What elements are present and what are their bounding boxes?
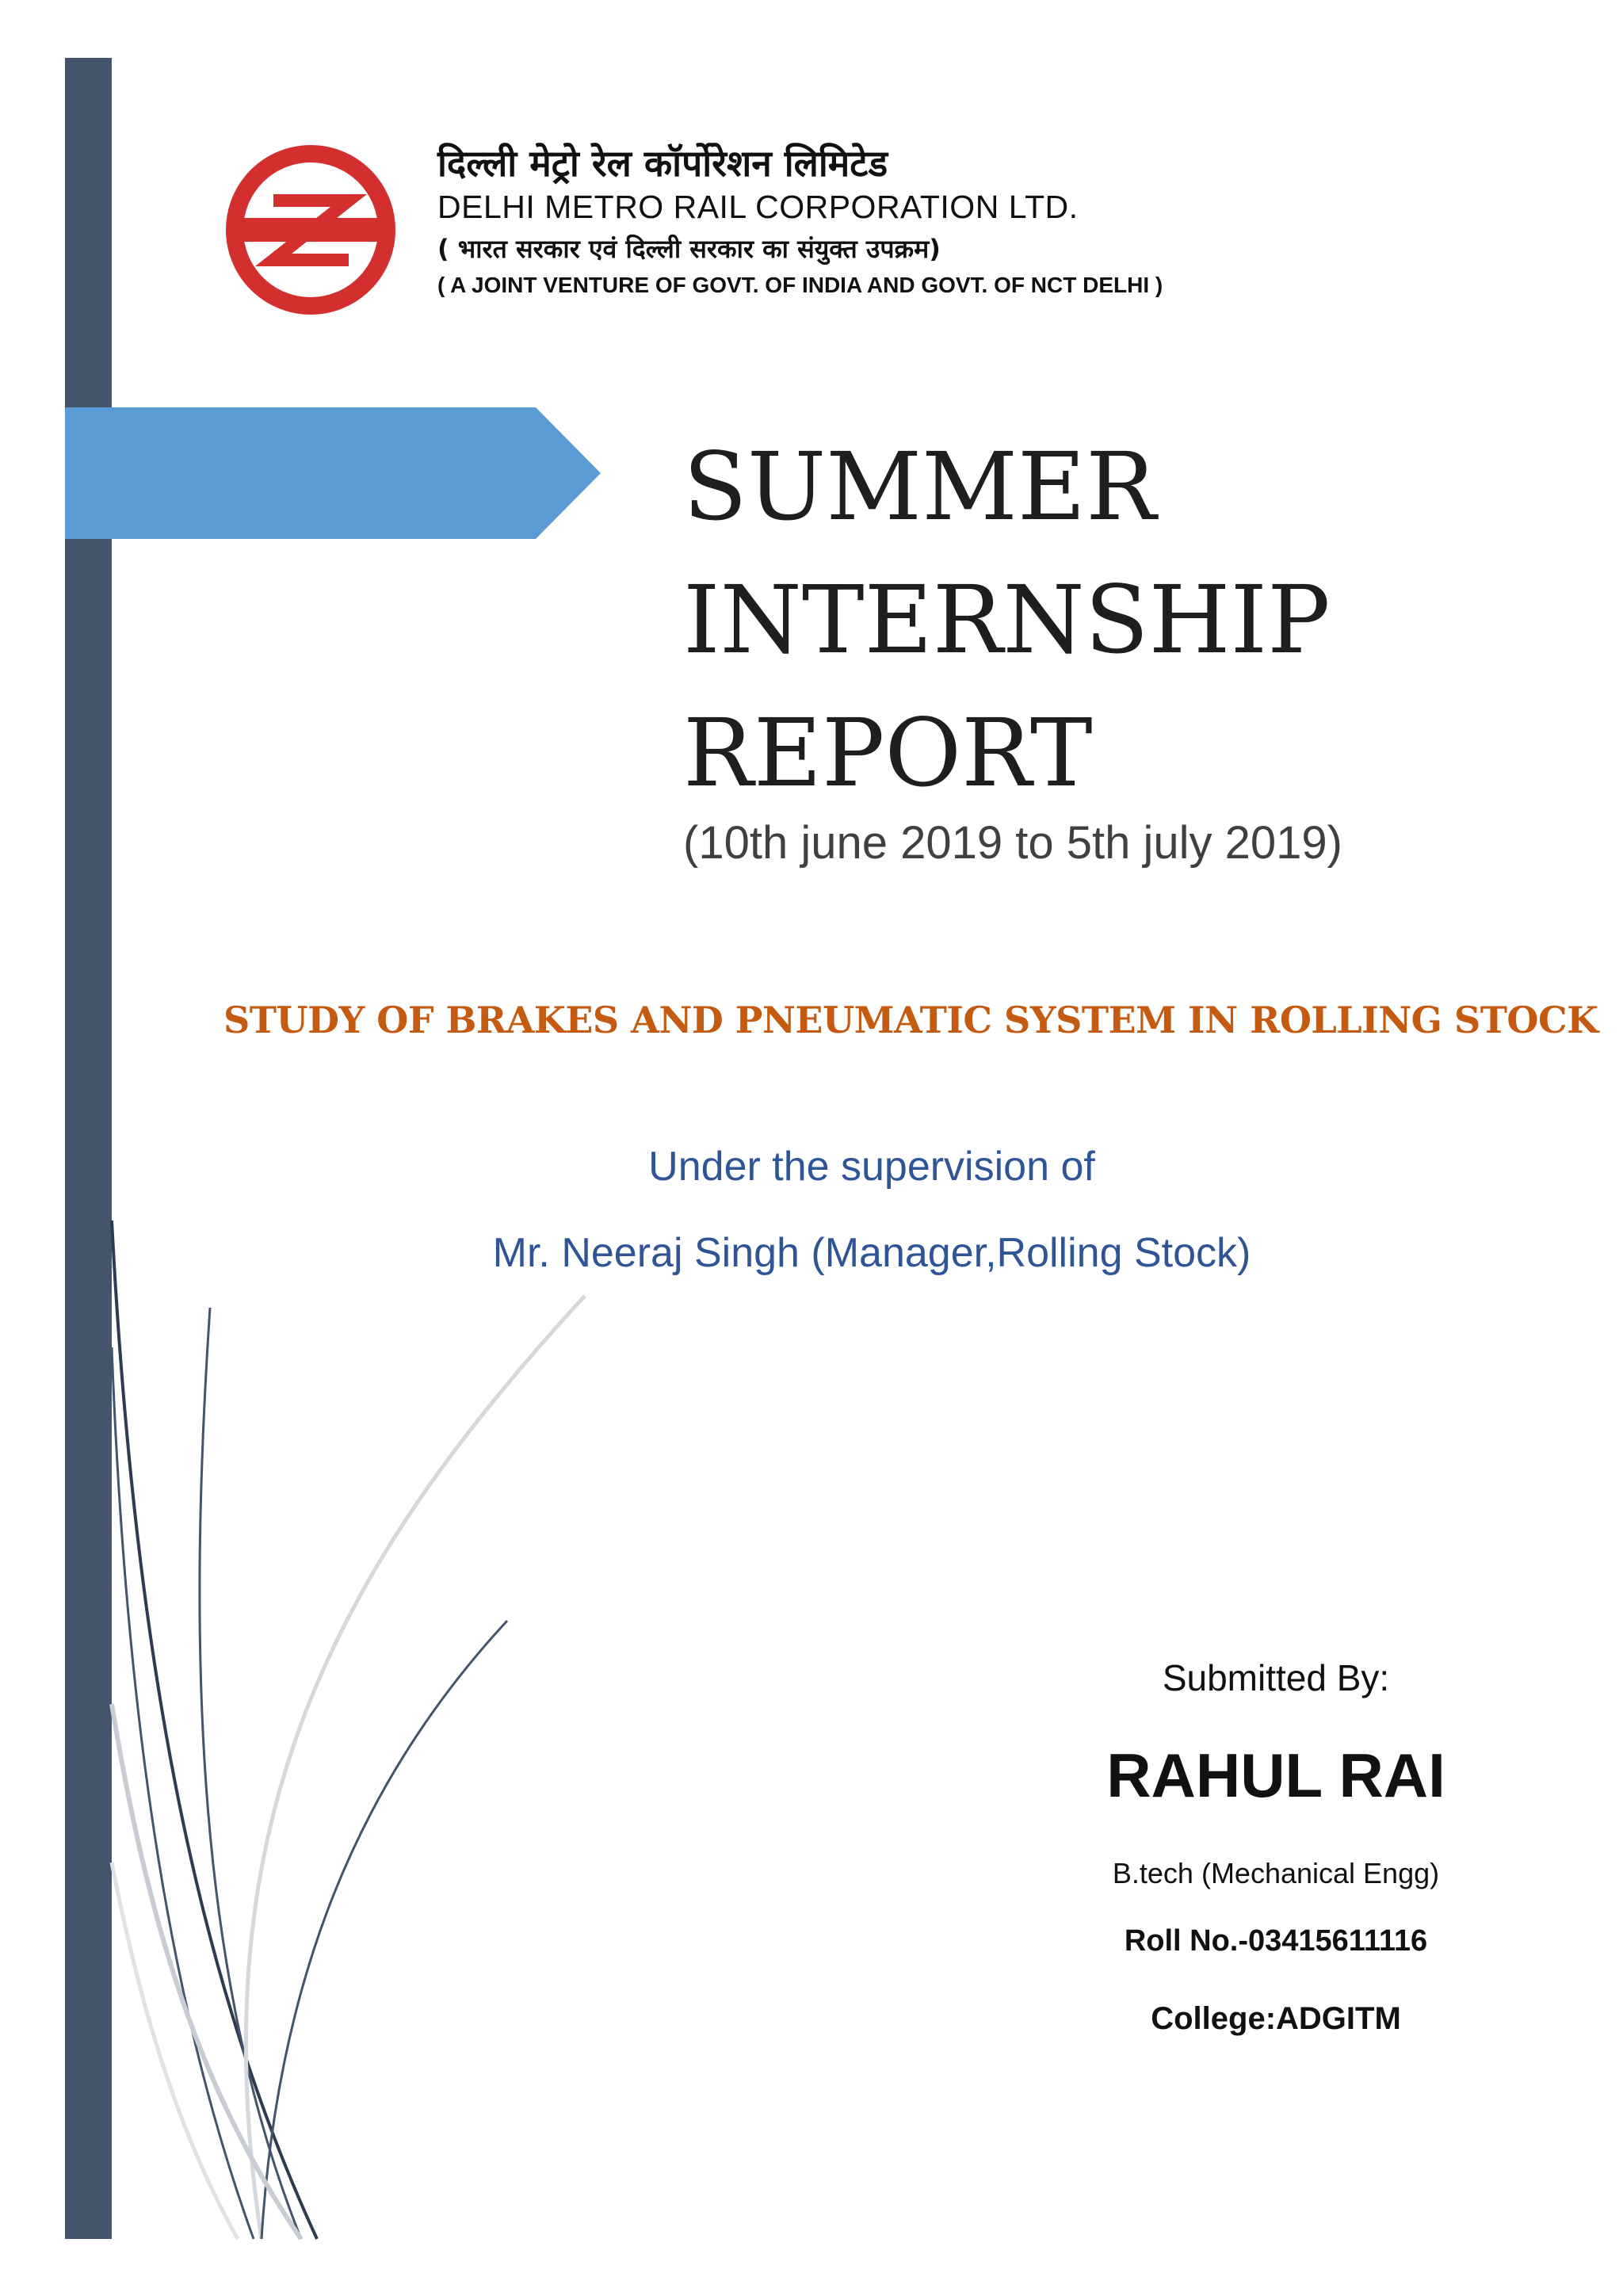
logo-text (437, 141, 1468, 301)
student-roll-number: Roll No.-03415611116 (1124, 1924, 1428, 1958)
title-line-1: SUMMER (683, 432, 1156, 541)
student-college: College:ADGITM (1151, 2001, 1401, 2036)
submitted-by-label: Submitted By: (1162, 1657, 1390, 1698)
supervision-intro: Under the supervision of (648, 1144, 1095, 1190)
report-topic: STUDY OF BRAKES AND PNEUMATIC SYSTEM IN ROLLING STOCK (223, 999, 1598, 1041)
student-name: RAHUL RAI (1106, 1740, 1445, 1810)
logo-english-name: DELHI METRO RAIL CORPORATION LTD. (437, 189, 1079, 225)
report-title (683, 420, 1555, 819)
logo-hindi-name: दिल्ली मेट्रो रेल कॉर्पोरेशन लिमिटेड (437, 142, 888, 185)
internship-dates: (10th june 2019 to 5th july 2019) (683, 817, 1342, 869)
supervisor-name: Mr. Neeraj Singh (Manager,Rolling Stock) (492, 1230, 1251, 1276)
logo-english-subtitle: ( A JOINT VENTURE OF GOVT. OF INDIA AND GOVT. OF NCT DELHI ) (437, 273, 1163, 297)
title-line-3: REPORT (683, 698, 1093, 808)
logo-hindi-subtitle: ( भारत सरकार एवं दिल्ली सरकार का संयुक्त उपक्रम) (437, 234, 941, 264)
title-line-2: INTERNSHIP (683, 565, 1331, 674)
dmrc-logo-icon (218, 145, 404, 315)
student-course: B.tech (Mechanical Engg) (1112, 1857, 1440, 1889)
